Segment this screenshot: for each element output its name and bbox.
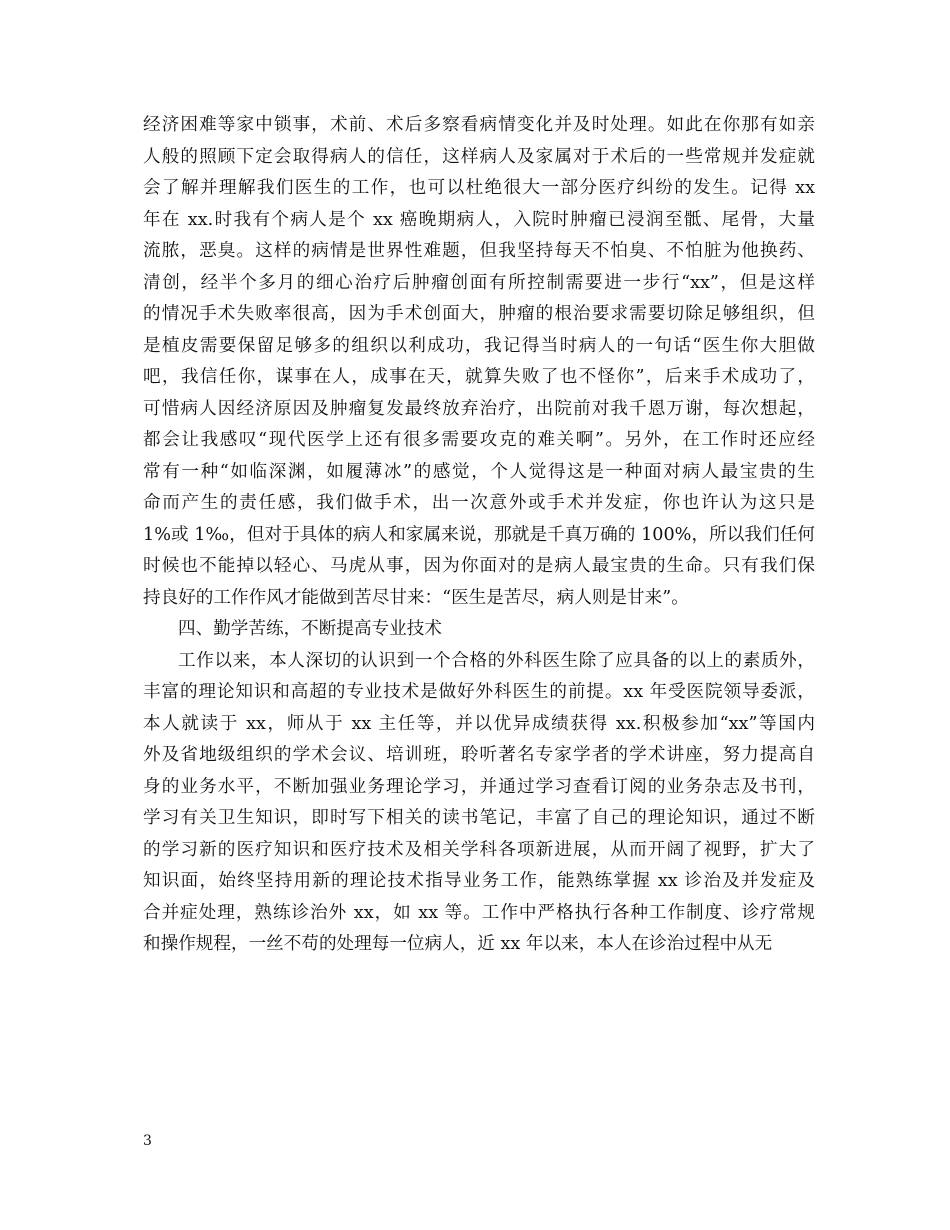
text-line: 1%或 1‰，但对于具体的病人和家属来说，那就是千真万确的 100%，所以我们任何: [143, 524, 815, 545]
text-line: 会了解并理解我们医生的工作，也可以杜绝很大一部分医疗纠纷的发生。记得 xx: [143, 178, 815, 198]
text-line: 和操作规程，一丝不苟的处理每一位病人，近 xx 年以来，本人在诊治过程中从无: [143, 934, 773, 954]
text-line: 的学习新的医疗知识和医疗技术及相关学科各项新进展，从而开阔了视野，扩大了: [143, 839, 815, 860]
text-line: 清创，经半个多月的细心治疗后肿瘤创面有所控制需要进一步行“xx”，但是这样: [143, 272, 815, 293]
text-line: 年在 xx.时我有个病人是个 xx 癌晚期病人，入院时肿瘤已浸润至骶、尾骨，大量: [143, 209, 815, 230]
text-line: 都会让我感叹“现代医学上还有很多需要攻克的难关啊”。另外，在工作时还应经: [143, 430, 815, 450]
text-line: 时候也不能掉以轻心、马虎从事，因为你面对的是病人最宝贵的生命。只有我们保: [143, 556, 815, 576]
paragraph: [143, 110, 815, 614]
text-line: 外及省地级组织的学术会议、培训班，聆听著名专家学者的学术讲座，努力提高自: [143, 745, 815, 765]
paragraph: [143, 646, 815, 961]
text-line: 工作以来，本人深切的认识到一个合格的外科医生除了应具备的以上的素质外，: [178, 650, 815, 671]
text-line: 是植皮需要保留足够多的组织以利成功，我记得当时病人的一句话“医生你大胆做: [143, 335, 815, 356]
text-line: 本人就读于 xx，师从于 xx 主任等，并以优异成绩获得 xx.积极参加“xx”等国内: [143, 713, 815, 734]
text-line: 四、勤学苦练，不断提高专业技术: [178, 619, 442, 639]
text-line: 丰富的理论知识和高超的专业技术是做好外科医生的前提。xx 年受医院领导委派，: [143, 682, 815, 702]
text-line: 合并症处理，熟练诊治外 xx，如 xx 等。工作中严格执行各种工作制度、诊疗常规: [143, 902, 815, 923]
text-line: 人般的照顾下定会取得病人的信任，这样病人及家属对于术后的一些常规并发症就: [143, 146, 815, 167]
text-line: 流脓，恶臭。这样的病情是世界性难题，但我坚持每天不怕臭、不怕脏为他换药、: [143, 241, 815, 261]
text-line: 常有一种“如临深渊，如履薄冰”的感觉，个人觉得这是一种面对病人最宝贵的生: [143, 461, 815, 482]
text-line: 学习有关卫生知识，即时写下相关的读书笔记，丰富了自己的理论知识，通过不断: [143, 808, 815, 828]
text-line: 持良好的工作作风才能做到苦尽甘来：“医生是苦尽，病人则是甘来”。: [143, 587, 689, 608]
text-line: 吧，我信任你，谋事在人，成事在天，就算失败了也不怪你”，后来手术成功了，: [143, 367, 815, 387]
body-text: [143, 110, 815, 961]
text-line: 命而产生的责任感，我们做手术，出一次意外或手术并发症，你也许认为这只是: [143, 493, 815, 513]
text-line: 的情况手术失败率很高，因为手术创面大，肿瘤的根治要求需要切除足够组织，但: [143, 304, 815, 324]
paragraph: [143, 614, 815, 646]
text-line: 身的业务水平，不断加强业务理论学习，并通过学习查看订阅的业务杂志及书刊，: [143, 776, 815, 797]
text-line: 可惜病人因经济原因及肿瘤复发最终放弃治疗，出院前对我千恩万谢，每次想起，: [143, 398, 815, 419]
text-line: 经济困难等家中锁事，术前、术后多察看病情变化并及时处理。如此在你那有如亲: [143, 115, 815, 135]
text-line: 知识面，始终坚持用新的理论技术指导业务工作，能熟练掌握 xx 诊治及并发症及: [143, 871, 815, 891]
page-number: 3: [143, 1133, 152, 1149]
